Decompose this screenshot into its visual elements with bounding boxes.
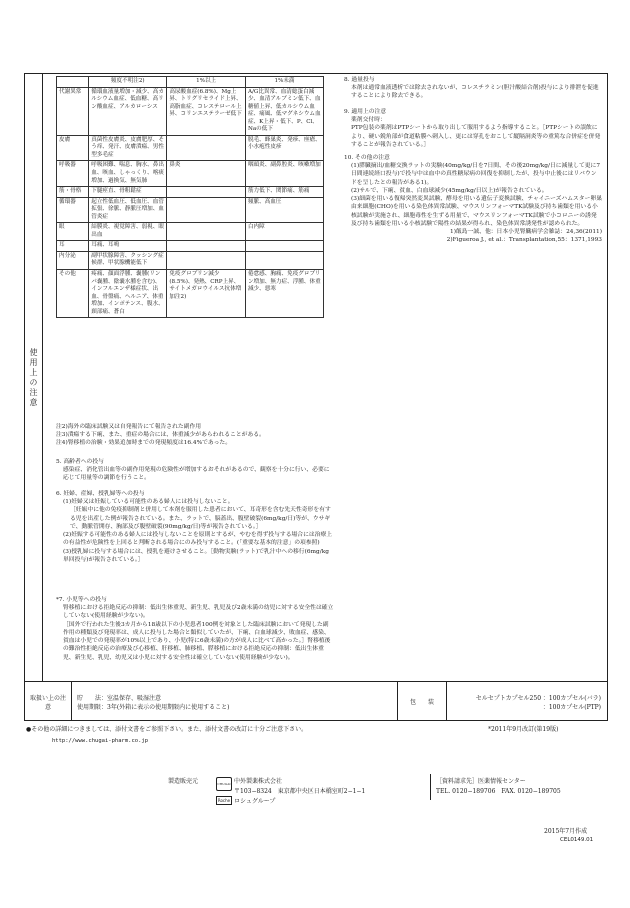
section-title: 6. 妊婦、産婦、授乳婦等への投与 <box>56 491 145 497</box>
section-pregnancy <box>56 490 334 564</box>
section-title: 8. 過量投与 <box>344 77 375 83</box>
table-header: 頻度不明注2) <box>89 77 167 88</box>
table-cell <box>167 187 246 198</box>
table-row <box>57 223 324 241</box>
table-cell <box>167 135 246 161</box>
table-cell: 免疫グロブリン減少(8.5%)、発熱、CRP上昇、サイトメガロウイルス抗体増加注2) <box>167 270 246 318</box>
section-title: *7. 小児等への投与 <box>56 597 107 603</box>
section-item: (3)授乳婦に投与する場合には、授乳を避けさせること。［動物実験(ラット)で乳汁中への移行(6mg/kg単回投与)が報告されている。］ <box>63 548 329 563</box>
table-cell: 皮膚 <box>57 135 89 161</box>
table-cell: 呼吸困難、喘息、胸水、鼻出血、咳血、しゃっくり、喀痰増加、過換気、無気肺 <box>89 161 167 187</box>
table-cell: 眼 <box>57 223 89 241</box>
storage-label: 貯 法： <box>77 694 108 702</box>
table-notes <box>56 423 334 448</box>
side-label: 使用上の注意 <box>25 74 43 681</box>
company-address: 〒103−8324 東京都中央区日本橋室町2−1−1 <box>234 788 366 795</box>
table-row <box>57 161 324 187</box>
note-text: 注2)海外の臨床試験又は自発報告にて報告された副作用 <box>56 424 202 430</box>
handling-content <box>71 682 398 721</box>
table-row <box>57 197 324 223</box>
section-overdose <box>344 76 602 101</box>
left-column <box>42 74 338 681</box>
reference: 1)飯島一誠、他：日本小児腎臓病学会雑誌：24,36(2011) <box>450 228 602 235</box>
table-cell: 真菌性皮膚炎、皮膚肥厚、そう痒、発汗、皮膚潰瘍、男性型多毛症 <box>89 135 167 161</box>
table-cell: 副甲状腺障害、クッシング症候群、甲状腺機能低下 <box>89 251 167 269</box>
table-cell: 脱毛、蜂巣炎、発疹、座瘡、小水疱性皮疹 <box>245 135 323 161</box>
table-cell <box>167 223 246 241</box>
section-application <box>344 108 602 149</box>
table-cell <box>167 241 246 252</box>
table-cell: 白内障 <box>245 223 323 241</box>
table-header: 1%未満 <box>245 77 323 88</box>
table-cell: 代謝異常 <box>57 87 89 135</box>
table-cell: 鼻炎 <box>167 161 246 187</box>
table-cell <box>167 251 246 269</box>
table-cell: 結膜炎、視覚障害、弱視、眼出血 <box>89 223 167 241</box>
table-cell: 循環血液量増加・減少、高カルシウム血症、低血糖、高リン酸血症、アルカローシス <box>89 87 167 135</box>
section-item: (2)サルで、下痢、貧血、白血球減少(45mg/kg/日以上)が報告されている。 <box>351 187 548 194</box>
contact-title: ［資料請求先］医薬情報センター <box>436 778 526 785</box>
section-title: 5. 高齢者への投与 <box>56 459 104 465</box>
section-item: (2)妊娠する可能性のある婦人には投与しないことを原則とするが、やむを得ず投与する場合には治療上の有益性が危険性を上回ると判断される場合にのみ投与すること。(「重要な基本的注意」の項参照) <box>63 532 333 547</box>
package-label-cell <box>398 682 447 721</box>
table-cell: 高尿酸血症(6.8%)、Mg上昇、トリグリセライド上昇、高脂血症、コレステロール上昇、コリンエステラーゼ低下 <box>167 87 246 135</box>
document-code: CEL0149.01 <box>560 837 594 843</box>
section-body: 感染症、消化管出血等の副作用発現の危険性が増加するおそれがあるので、観察を十分に行い、必要に応じて用量等の調節を行うこと。 <box>63 467 330 482</box>
handling-box <box>25 681 607 721</box>
package-line: セルセプトカプセル250 ：100カプセル(バラ) <box>475 694 601 702</box>
table-cell: 起立性低血圧、低血圧、血管拡張、徐脈、静脈圧増加、血管炎症 <box>89 197 167 223</box>
section-other <box>344 154 602 244</box>
reference: 2)Figueroa J., et al.：Transplantation,55：1371,1993 <box>446 237 602 244</box>
table-cell: 咽頭炎、副鼻腔炎、咳嗽増加 <box>245 161 323 187</box>
chugai-logo-icon: CHUGAI <box>216 777 232 791</box>
table-row <box>57 251 324 269</box>
table-cell: その他 <box>57 270 89 318</box>
section-item: (1)膵臓摘出/血糖交換ラットの実験(40mg/kg/日を7日間、その後20mg/kg/日に減量して更に7日間連続経口投与)で投与中は血中の真性糖尿病の回復を抑制したが、投与中止後にはリバウンドを呈したとの報告がある1)。 <box>351 163 601 186</box>
company-name: 中外製薬株式会社 <box>234 778 283 785</box>
table-row <box>57 87 324 135</box>
table-cell: 頻脈、高血圧 <box>245 197 323 223</box>
package-label: 包 装 <box>409 699 434 706</box>
table-cell: 疼痛、顔面浮腫、嚢腫(リンパ嚢腫、陰嚢水腫を含む)、インフルエンザ様症状、出血、骨盤痛、ヘルニア、体重増加、インポテンス、腹水、頚部痛、蒼白 <box>89 270 167 318</box>
website-url[interactable]: http://www.chugai-pharm.co.jp <box>52 738 149 744</box>
table-cell: 倦怠感、胸痛、免疫グロブリン増加、無力症、浮腫、体重減少、悪寒 <box>245 270 323 318</box>
table-cell: 筋・骨格 <box>57 187 89 198</box>
expiry-label: 使用期限： <box>77 703 108 711</box>
table-cell: A/G比異常、血清総蛋白減少、血清アルブミン低下、血糖値上昇、低カルシウム血症、痛風、低マグネシウム血症、K上昇・低下、P、Cl、Naの低下 <box>245 87 323 135</box>
section-item: ［国外で行われた生後3カ月から18歳以下の小児患者100例を対象とした臨床試験において発現した副作用の種類及び発現率は、成人に投与した場合と類似していたが、下痢、白血球減少、敗血症、感染、貧血は小児での発現率が10%以上であり、小児(特に6歳未満)の方が成人に比べて高かった。］腎移植後の難治性拒絶反応の治療及び心移植、肝移植、肺移植、膵移植における拒絶反応の抑制：低出生体重児、新生児、乳児、幼児又は小児に対する安全性は確立していない(使用経験が少ない)。 <box>63 621 331 661</box>
table-cell <box>245 241 323 252</box>
handling-label: 取扱い上の注意 <box>30 694 67 711</box>
section-title: 9. 適用上の注意 <box>344 109 387 115</box>
section-item: (1)妊婦又は妊娠している可能性のある婦人には投与しないこと。 <box>63 499 234 506</box>
table-cell: 下腿痙直、骨粗鬆症 <box>89 187 167 198</box>
roche-logo-icon: Roche <box>217 798 231 803</box>
section-item: (3)細菌を用いる復帰突然変異試験、酵母を用いる遺伝子変換試験、チャイニーズハムスター卵巣由来細胞(CHO)を用いる染色体異常試験、マウスリンフォーマTK試験及び持ち歯類を用いる小核試験が実施され、細胞毒性を生ずる用量で、マウスリンフォーマTK試験で小コロニーの誘発及び持ち歯類を用いる小核試験で陽性の結果が得られ、染色体異常誘発性が認められた。 <box>351 196 602 227</box>
section-body: PTP包装の薬剤はPTPシートから取り出して服用するよう指導すること。［PTPシートの誤飲により、硬い鋭角部が食道粘膜へ刺入し、更には穿孔をおこして縦隔洞炎等の重篤な合併症を併発することが報告されている。］ <box>351 125 601 148</box>
section-item: ［妊娠中に他の免疫抑制剤と併用して本剤を服用した患者において、耳奇形を含む先天性奇形を有する児を出産した例が報告されている。また、ラットで、脳蓋出、腹壁破裂(6mg/kg/日)等が、ウサギで、動脈管開存、胸部及び腹壁破裂(90mg/kg/日)等が報告されている。］ <box>70 507 331 530</box>
section-elderly <box>56 458 334 483</box>
table-cell: 呼吸器 <box>57 161 89 187</box>
section-pediatric <box>56 596 334 662</box>
table-cell: 循環器 <box>57 197 89 223</box>
table-cell: 内分泌 <box>57 251 89 269</box>
created-date: 2015年7月作成 <box>544 828 588 835</box>
section-body: 本剤は通常血液透析では除去されないが、コレスチラミン(胆汁酸結合剤)投与により排泄を促進することにより除去できる。 <box>351 85 599 100</box>
footer-notice: ●その他の詳細につきましては、添付文書をご参照下さい。また、添付文書の改訂に十分ご注意下さい。 <box>26 726 308 733</box>
note-text: 注4)腎移植の治験・効果追加時までの発現頻度は16.4%であった。 <box>56 440 232 447</box>
table-row <box>57 241 324 252</box>
group-name: ロシュグループ <box>234 798 276 805</box>
table-cell: 耳 <box>57 241 89 252</box>
contact-phone: TEL. 0120−189706 FAX. 0120−189705 <box>436 788 561 795</box>
storage-value: 室温保存、吸湿注意 <box>107 694 162 702</box>
section-title: 10. その他の注意 <box>344 155 390 161</box>
handling-label-cell <box>25 682 72 721</box>
section-body: 腎移植における拒絶反応の抑制：低出生体重児、新生児、乳児及び2歳未満の幼児に対する安全性は確立していない(使用経験が少ない)。 <box>63 605 334 620</box>
table-cell <box>245 251 323 269</box>
contact-divider <box>430 774 431 800</box>
right-column <box>338 74 607 681</box>
table-header <box>57 77 89 88</box>
table-cell: 耳痛、耳鳴 <box>89 241 167 252</box>
seller-label: 製造販売元 <box>168 778 199 785</box>
table-cell: 筋力低下、関節痛、筋痛 <box>245 187 323 198</box>
table-row <box>57 187 324 198</box>
table-row <box>57 270 324 318</box>
table-cell <box>167 197 246 223</box>
document-frame <box>24 73 608 721</box>
note-text: 注3)潰瘍する下痢、また、重症の場合には、体重減少があらわれることがある。 <box>56 432 265 439</box>
package-line: ：100カプセル(PTP) <box>542 703 601 711</box>
adverse-reactions-table <box>56 76 324 318</box>
expiry-value: 3年(外箱に表示の使用期限内に使用すること) <box>107 703 230 711</box>
package-content <box>446 682 607 721</box>
table-row <box>57 135 324 161</box>
section-subtitle: 薬剤交付時： <box>351 117 386 124</box>
table-header: 1%以上 <box>167 77 246 88</box>
revision-date: *2011年9月改訂(第19版) <box>488 726 559 733</box>
